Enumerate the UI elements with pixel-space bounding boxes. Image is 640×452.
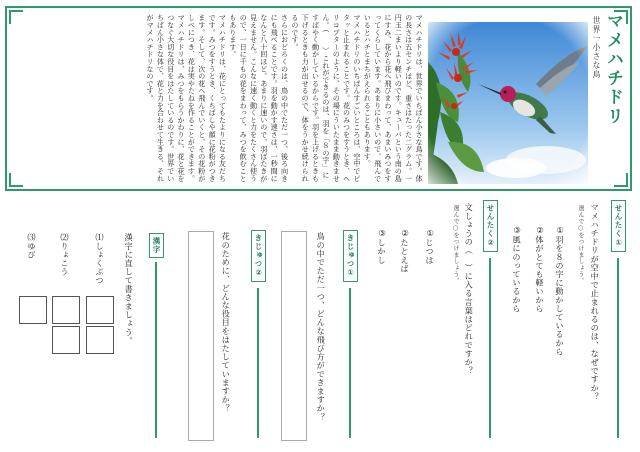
article-body — [34, 14, 424, 182]
article-paragraph: さらにおどろくのは、鳥の中でただ一つ、後ろ向きにも飛べることです。羽を動かす速さは、一秒間になんと八十回ほど。あまりに速いので、羽ばたきが見えません。こんなに速く動くと力をたくさん使うので、一日に千もの花をまわって、みつを飲むこともあります。 — [228, 14, 290, 182]
article-paragraph: マメハチドリは、花にとってもたよりになる友だちです。みつをすうとき、くちばしや顔に花粉がつきます。そして、次の花へ飛んでいくと、その花粉がしべにつき、花は実やたねを作ることができます。マメハチドリは、みつをもらうかわりに、花と花をつなぐ大切な役目をはたしているのです。世界でいちばん小さな体で、花と力を合わせて生きる、それがマメハチドリなのです。 — [146, 14, 228, 182]
corner-ornament — [9, 10, 23, 24]
kanji-box[interactable] — [52, 326, 80, 354]
article-title: マメハチドリ — [603, 12, 623, 126]
divider-line — [257, 288, 259, 438]
question-5-stem: 漢字に直して書きましょう。 — [124, 233, 135, 345]
divider-line — [489, 258, 491, 438]
hummingbird-illustration — [428, 22, 588, 184]
corner-ornament — [614, 173, 628, 187]
divider-line — [617, 258, 619, 438]
question-2-option[interactable]: ①じつは — [425, 228, 435, 265]
question-1-note: 選んで○をつけましょう。 — [577, 205, 584, 284]
question-label-2: せんたく② — [483, 200, 498, 252]
divider-line — [155, 262, 157, 438]
question-label-1: せんたく① — [611, 200, 626, 252]
question-2-option[interactable]: ③しかし — [377, 228, 387, 265]
kanji-item: ⑶ゆび — [27, 233, 37, 259]
kanji-item: ⑵りょこう — [60, 233, 70, 276]
question-1-option[interactable]: ②体がとても軽いから — [535, 225, 545, 313]
hummingbird-photo — [428, 22, 588, 184]
article-paragraph: マメハチドリのいちばんすごいところは、空中でピタッと止まれることです。花のみつをすうとき、ヘリコプターのように、その場にういたまま動きません。（ ）これができるのは、羽を「８の字」にすばやく動かしているからです。羽を上げるときも下げるときも力が出せるので、体をうかせ続けられるのです。 — [290, 14, 362, 182]
kanji-box[interactable] — [19, 296, 47, 324]
answer-box-4[interactable] — [188, 231, 214, 441]
article-subtitle: 世界一小さな鳥 — [592, 16, 601, 79]
question-2-option[interactable]: ②たとえば — [400, 228, 410, 273]
question-label-3: きじゅつ① — [343, 230, 358, 282]
kanji-item: ⑴しょくぶつ — [95, 233, 105, 285]
question-label-5: 漢字 — [149, 233, 164, 258]
question-1-option[interactable]: ①羽を８の字に動かしているから — [555, 225, 565, 356]
question-label-4: きじゅつ② — [251, 230, 266, 282]
kanji-box[interactable] — [86, 296, 114, 324]
answer-box-3[interactable] — [281, 231, 307, 441]
kanji-box[interactable] — [86, 326, 114, 354]
corner-ornament — [9, 173, 23, 187]
question-1-option[interactable]: ③風にのっているから — [512, 225, 522, 313]
article-paragraph: マメハチドリは、世界でいちばん小さな鳥です。体の長さは五センチほど、重さはたった二グラム。一円玉二まいより軽いのです。キューバという南の島にすみ、花から花へ飛びまわって、あまいみつをすってくらしています。あまりに小さいので、飛んでいるとハチとまちがえられることもあります。 — [363, 14, 424, 182]
question-2-stem: 文しょうの（ ）に入る言葉はどれですか？ — [464, 203, 475, 375]
question-1-stem: マメハチドリが空中で止まれるのは、なぜですか？ — [590, 203, 601, 401]
divider-line — [349, 288, 351, 438]
kanji-box[interactable] — [52, 296, 80, 324]
question-3-stem: 鳥の中でただ一つ、どんな飛び方ができますか？ — [316, 232, 327, 422]
question-2-note: 選んで○をつけましょう。 — [452, 205, 459, 284]
question-4-stem: 花のために、どんな役目をはたしていますか？ — [221, 232, 232, 413]
